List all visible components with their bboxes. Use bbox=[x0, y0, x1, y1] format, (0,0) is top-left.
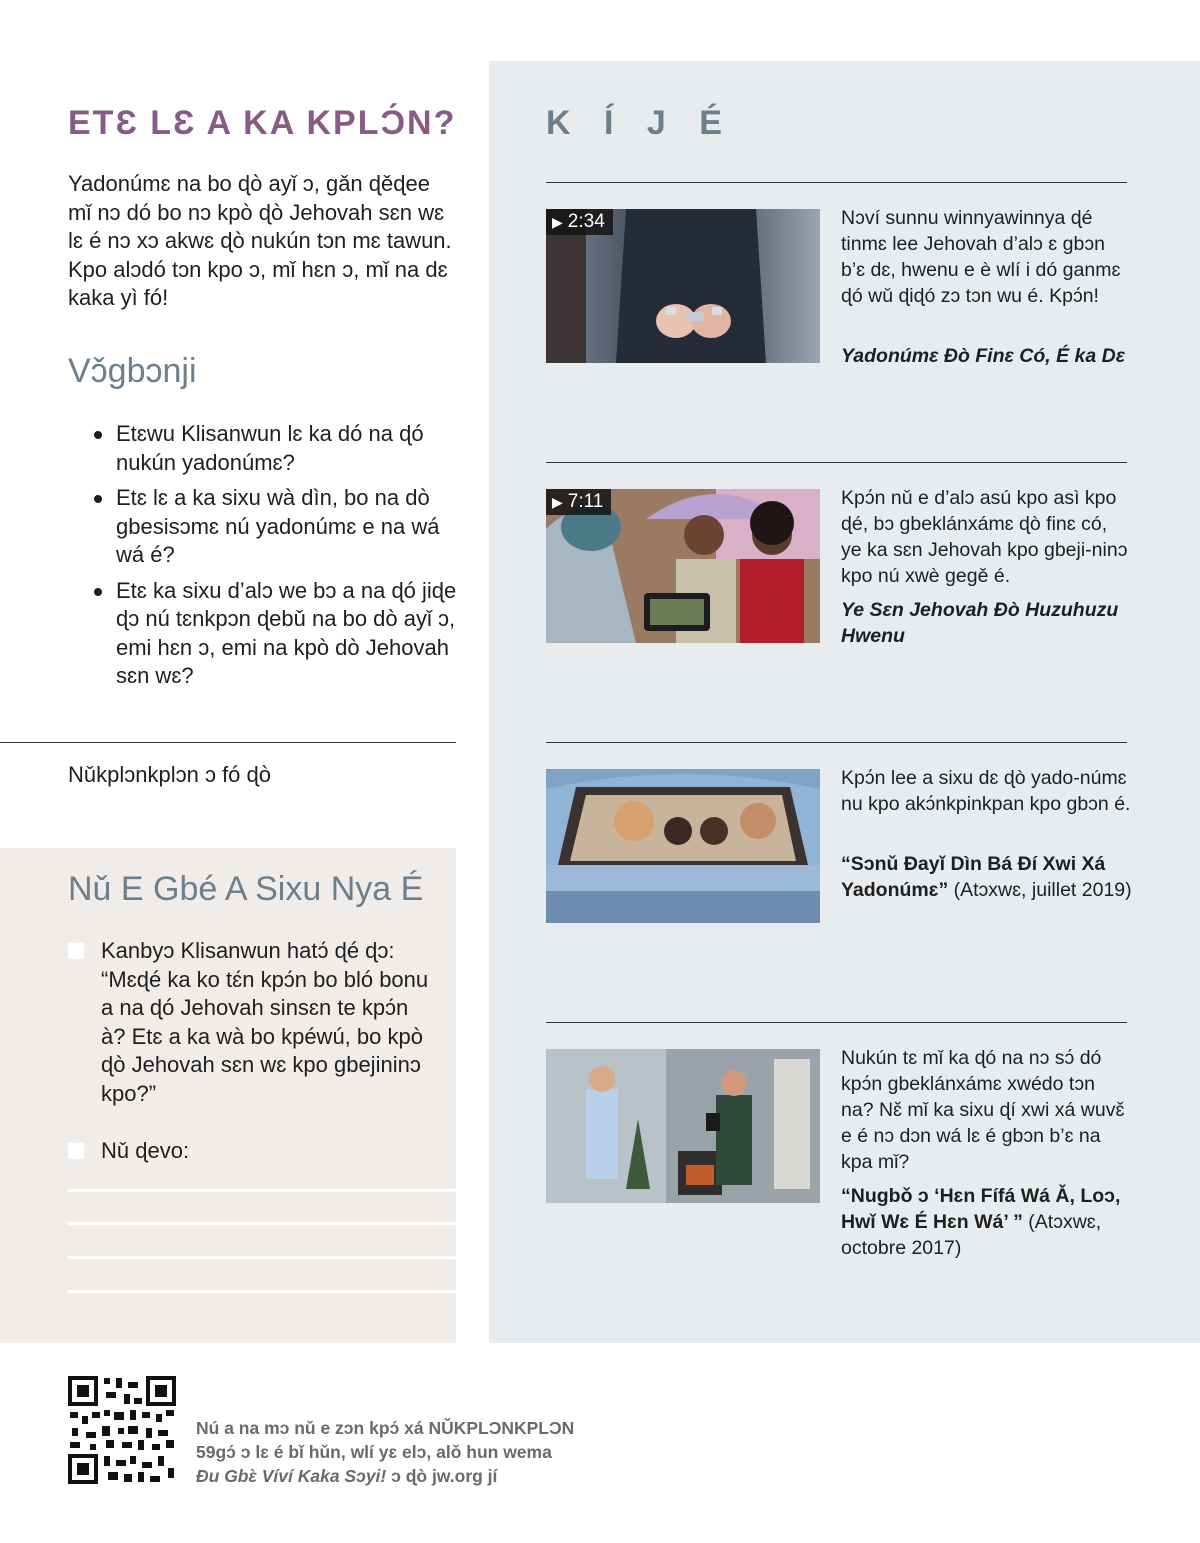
review-question-list bbox=[90, 420, 460, 698]
footer-note bbox=[196, 1416, 616, 1488]
article-reference[interactable]: “Sɔnǔ Ðayǐ Dìn Bá Ðí Xwi Xá Yadonúmɛ” (Atɔxwɛ, juillet 2019) bbox=[841, 853, 1132, 901]
footer-line: Nú a na mɔ nǔ e zɔn kpɔ́ xá NǓKPLƆNKPLƆN bbox=[196, 1418, 575, 1438]
writing-line[interactable] bbox=[68, 1256, 456, 1259]
video-thumbnail-ministry[interactable] bbox=[546, 489, 820, 643]
lesson-question-heading: ETƐ LƐ A KA KPLƆ́N? bbox=[68, 104, 457, 142]
video-title-link[interactable]: Ye Sɛn Jehovah Ðò Huzuhuzu Hwenu bbox=[841, 599, 1119, 647]
todo-heading: Nǔ E Gbé A Sixu Nya É bbox=[68, 870, 424, 908]
review-question: Etɛwu Klisanwun lɛ ka dó na ɖó nukún yadonúmɛ? bbox=[90, 420, 460, 477]
play-icon: ▶ bbox=[552, 494, 563, 510]
video-duration-badge: ▶ 7:11 bbox=[546, 489, 611, 515]
todo-item-text: Kanbyɔ Klisanwun hatɔ́ ɖé ɖɔ: “Mɛɖé ka ko tɛ́n kpɔ́n bo bló bonu a na ɖó Jehovah sinsɛn te kpɔ́n à? Etɛ a ka wà bo kpéwú, bo kpò ɖò Jehovah sɛn wɛ kpo gbejininɔ kpo?” bbox=[101, 938, 429, 1106]
article-reference[interactable]: “Nugbǒ ɔ ‘Hɛn Fífá Wá Ǎ, Loɔ, Hwǐ Wɛ É Hɛn Wá’ ” (Atɔxwɛ, octobre 2017) bbox=[841, 1185, 1121, 1259]
video-duration-badge: ▶ 2:34 bbox=[546, 209, 613, 235]
video-thumbnail-handcuffs[interactable] bbox=[546, 209, 820, 363]
article-description: Nukún tɛ mǐ ka ɖó na nɔ sɔ́ dó kpɔ́n gbeklánxámɛ xwédo tɔn na? Nɛ̌ mǐ ka sixu ɖí xwi xá wuvɛ̌ e é nɔ dɔn wá lɛ é gbɔn b’ɛ na kpa mǐ? bbox=[841, 1047, 1125, 1173]
summary-label: Nǔkplɔnkplɔn ɔ fó ɖò bbox=[68, 762, 271, 787]
checkbox[interactable] bbox=[68, 943, 84, 959]
todo-item bbox=[68, 1137, 438, 1166]
left-divider bbox=[0, 742, 456, 743]
footer-line: 59gɔ́ ɔ lɛ é bǐ hǔn, wlí yɛ elɔ, alǒ hun wema bbox=[196, 1442, 552, 1462]
article-description: Kpɔ́n lee a sixu dɛ ɖò yado-númɛ nu kpo akɔ́nkpinkpan kpo gbɔn é. bbox=[841, 767, 1131, 815]
writing-line[interactable] bbox=[68, 1189, 456, 1192]
divider bbox=[546, 182, 1127, 183]
article-image-opposition[interactable] bbox=[546, 1049, 820, 1203]
divider bbox=[546, 1022, 1127, 1023]
writing-line[interactable] bbox=[68, 1222, 456, 1225]
qr-code-graphic bbox=[68, 1376, 176, 1484]
explore-heading: K Í J É bbox=[546, 104, 734, 142]
family-car-photo-icon bbox=[546, 769, 820, 923]
play-icon: ▶ bbox=[552, 214, 563, 230]
todo-item bbox=[68, 937, 438, 1108]
writing-line[interactable] bbox=[68, 1290, 456, 1293]
checkbox[interactable] bbox=[68, 1143, 84, 1159]
video-title-link[interactable]: Yadonúmɛ Ðò Finɛ Có, É ka Dɛ bbox=[841, 345, 1126, 367]
video-description: Kpɔ́n nǔ e d’alɔ asú kpo asì kpo ɖé, bɔ gbeklánxámɛ ɖò finɛ có, ye ka sɛn Jehovah kpo gbeji-ninɔ kpo nú xwè gegě é. bbox=[841, 487, 1128, 587]
intro-paragraph: Yadonúmɛ na bo ɖò ayǐ ɔ, gǎn ɖěɖee mǐ nɔ dó bo nɔ kpò ɖò Jehovah sɛn wɛ lɛ é nɔ xɔ akwɛ ɖò nukún tɔn mɛ tawun. Kpo alɔdó tɔn kpo ɔ, mǐ hɛn ɔ, mǐ na dɛ kaka yì fó! bbox=[68, 171, 452, 310]
family-opposition-photo-icon bbox=[546, 1049, 820, 1203]
video-description: Nɔví sunnu winnyawinnya ɖé tinmɛ lee Jehovah d’alɔ ɛ gbɔn b’ɛ dɛ, hwenu e è wlí i dó ganmɛ ɖó wǔ ɖiɖó zɔ tɔn wu é. Kpɔ́n! bbox=[841, 207, 1121, 307]
article-image-car[interactable] bbox=[546, 769, 820, 923]
todo-item-text: Nǔ ɖevo: bbox=[101, 1138, 190, 1163]
divider bbox=[546, 742, 1127, 743]
review-question: Etɛ ka sixu d’alɔ we bɔ a na ɖó jiɖe ɖɔ nú tɛnkpɔn ɖebǔ na bo dò ayǐ ɔ, emi hɛn ɔ, emi na kpò dò Jehovah sɛn wɛ? bbox=[90, 577, 460, 691]
divider bbox=[546, 462, 1127, 463]
footer-line: Ðu Gbɛ̀ Víví Kaka Sɔyi! ɔ ɖò jw.org jí bbox=[196, 1466, 498, 1486]
publication-title: Ðu Gbɛ̀ Víví Kaka Sɔyi! bbox=[196, 1466, 387, 1486]
review-question: Etɛ lɛ a ka sixu wà dìn, bo na dò gbesisɔmɛ nú yadonúmɛ e na wá wá é? bbox=[90, 484, 460, 570]
qr-code-icon[interactable] bbox=[68, 1376, 176, 1484]
review-heading: Vɔ̌gbɔnji bbox=[68, 352, 197, 390]
